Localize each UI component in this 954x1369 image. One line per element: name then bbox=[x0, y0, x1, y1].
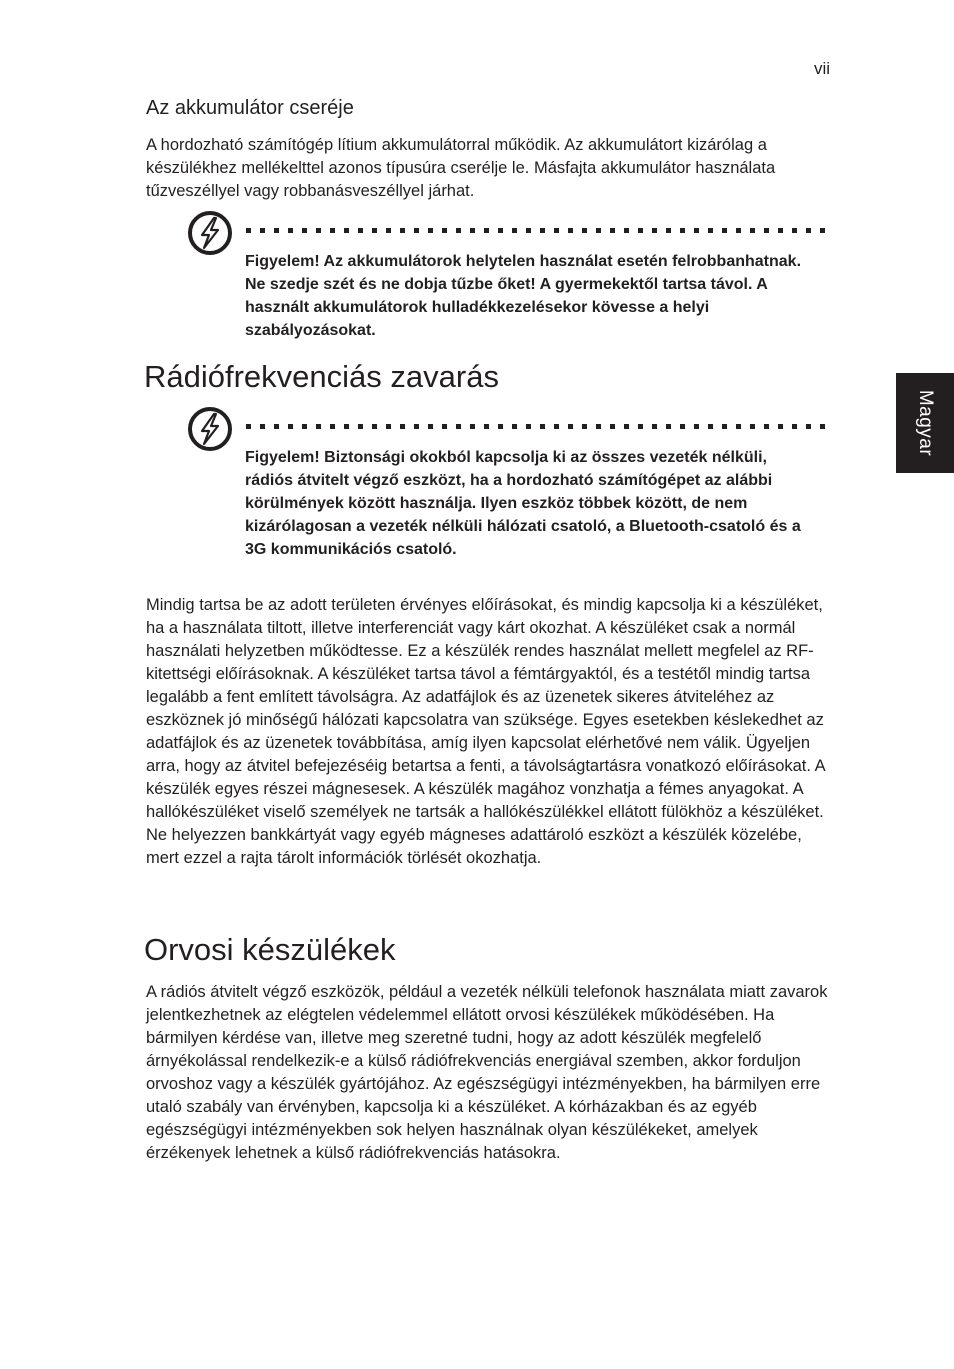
lightning-warning-icon bbox=[187, 210, 233, 256]
language-tab-label: Magyar bbox=[915, 389, 936, 457]
battery-body: A hordozható számítógép lítium akkumulátorral működik. Az akkumulátort kizárólag a készülékhez mellékelttel azonos típusúra cserélje le. Másfajta akkumulátor használata tűzveszéllyel vagy robbanásveszéllyel járhat. bbox=[146, 136, 776, 200]
warning-divider bbox=[246, 424, 834, 429]
radio-section-heading: Rádiófrekvenciás zavarás bbox=[144, 359, 499, 394]
warning-divider bbox=[246, 228, 834, 233]
page-number: vii bbox=[813, 59, 830, 78]
lightning-warning-icon bbox=[187, 406, 233, 452]
radio-warning-text: Figyelem! Biztonsági okokból kapcsolja ki az összes vezeték nélküli, rádiós átvitelt végző eszközt, ha a hordozható számítógépet az alábbi körülmények között használja. Ilyen eszköz többek között, de nem kizárólagosan a vezeték nélküli hálózati csatoló, a Bluetooth-csatoló és a 3G kommunikációs csatoló. bbox=[245, 449, 801, 558]
battery-warning-text: Figyelem! Az akkumulátorok helytelen használat esetén felrobbanhatnak. Ne szedje szét és ne dobja tűzbe őket! A gyermekektől tartsa távol. A használt akkumulátorok hulladékkezelésekor kövesse a helyi szabályozásokat. bbox=[245, 253, 802, 339]
radio-body: Mindig tartsa be az adott területen érvényes előírásokat, és mindig kapcsolja ki a készüléket, ha a használata tiltott, illetve interferenciát vagy kárt okozhat. A készüléket csak a normál használati helyzetben működtesse. Ez a készülék rendes használat mellett megfelel az RF-kitettségi előírásoknak. A készüléket tartsa távol a fémtárgyaktól, és a testétől mindig tartsa legalább a fent említett távolságra. Az adatfájlok és az üzenetek sikeres átviteléhez az eszköznek jó minőségű hálózati kapcsolatra van szüksége. Egyes esetekben késlekedhet az adatfájlok és az üzenetek továbbítása, amíg ilyen kapcsolat elérhetővé nem válik. Ügyeljen arra, hogy az átvitel befejezéséig betartsa a fenti, a távolságtartásra vonatkozó előírásokat. A készülék egyes részei mágnesesek. A készülék magához vonzhatja a fémes anyagokat. A hallókészüléket viselő személyek ne tartsák a hallókészülékkel ellátott fülökhöz a készüléket. Ne helyezzen bankkártyát vagy egyéb mágneses adattároló eszközt a készülék közelébe, mert ezzel a rajta tárolt információk törlését okozhatja. bbox=[146, 596, 825, 867]
medical-body: A rádiós átvitelt végző eszközök, például a vezeték nélküli telefonok használata miatt zavarok jelentkezhetnek az elégtelen védelemmel ellátott orvosi készülékek működésében. Ha bármilyen kérdése van, illetve meg szeretné tudni, hogy az adott készülék megfelelő árnyékolással rendelkezik-e a külső rádiófrekvenciás energiával szemben, akkor forduljon orvoshoz vagy a készülék gyártójához. Az egészségügyi intézményekben, ha bármilyen erre utaló szabály van érvényben, kapcsolja ki a készüléket. A kórházakban és az egyéb egészségügyi intézményekben sok helyen használnak olyan készülékeket, amelyek érzékenyek lehetnek a külső rádiófrekvenciás hatásokra. bbox=[146, 983, 828, 1162]
medical-section-heading: Orvosi készülékek bbox=[144, 932, 396, 967]
language-tab bbox=[896, 373, 954, 473]
battery-section-title: Az akkumulátor cseréje bbox=[146, 97, 354, 119]
